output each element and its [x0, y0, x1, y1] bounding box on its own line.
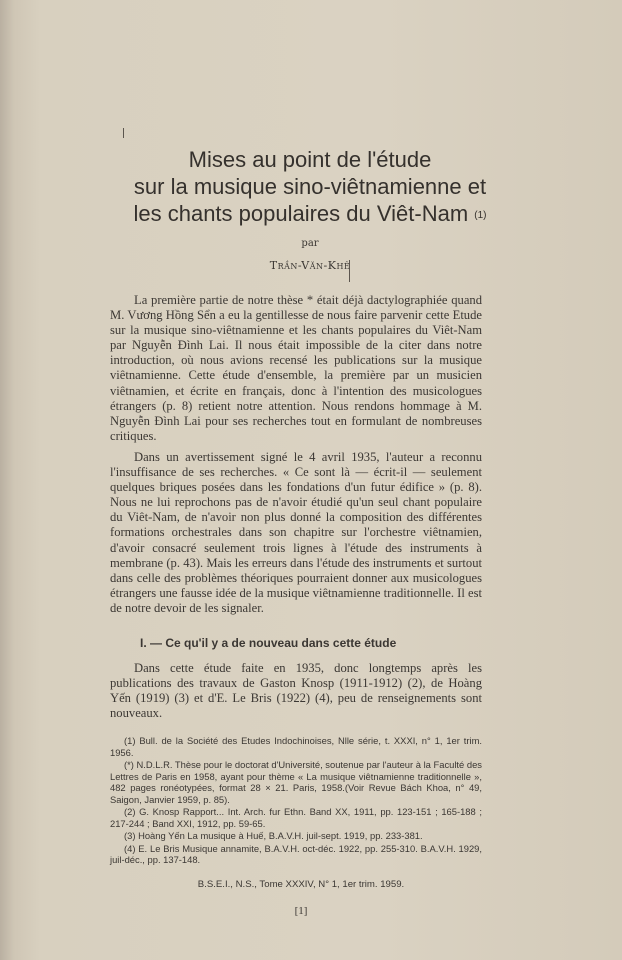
- section-text: [110, 661, 482, 725]
- paragraph: La première partie de notre thèse * était déjà dactylographiée quand M. Vương Hồng Sển a eu la gentillesse de nous faire parvenir cette Etude sur la musique sino-viêtnamienne et les chants populaires du Viêt-Nam par Nguyễn Đình Lai. Il nous était impossible de la citer dans notre introduction, où nous avions recensé les publications sur la musique viêtnamienne. Cette étude d'ensemble, la première par un musicien viêtnamien, et écrite en français, donc à l'intention des musicologues étrangers (p. 8) retient notre attention. Nous rendons hommage à M. Nguyễn Đình Lai pour ses recherches tout en formulant de nombreuses critiques.: [110, 293, 482, 443]
- title-line: Mises au point de l'étude: [188, 147, 432, 172]
- paragraph: Dans un avertissement signé le 4 avril 1935, l'auteur a reconnu l'insuffisance de ses recherches. « Ce sont là — écrit-il — seulement quelques briques posées dans les fondations d'un futur édifice » (p. 8). Nous ne lui reprochons pas de n'avoir étudié qu'un seul chant populaire du Viêt-Nam, de n'avoir non plus donné la composition des différentes formations orchestrales dans son chapitre sur l'orchestre viêtnamien, d'avoir consacré seulement trois lignes à l'étude des instruments à membrane (p. 43). Mais les erreurs dans l'étude des instruments et surtout dans celle des problèmes théoriques pourraient donner aux musicologues étrangers une fausse idée de la musique viêtnamienne traditionnelle. Il est de notre devoir de les signaler.: [110, 449, 482, 615]
- intro-text: [110, 293, 482, 620]
- title-line: [100, 200, 520, 227]
- footnote-ref: (1): [474, 210, 487, 221]
- footnote: (1) Bull. de la Société des Etudes Indochinoises, Nlle série, t. XXXI, n° 1, 1er trim. 1956.: [110, 735, 482, 758]
- footnotes: [110, 735, 482, 867]
- page-number: [1]: [294, 904, 308, 917]
- footnote: (2) G. Knosp Rapport... Int. Arch. fur Ethn. Band XX, 1911, pp. 123-151 ; 165-188 ; 217-244 ; Band XXI, 1912, pp. 59-65.: [110, 806, 482, 829]
- page-content: [100, 146, 502, 918]
- title-line: sur la musique sino-viêtnamienne et: [133, 174, 487, 199]
- footnote: (4) E. Le Bris Musique annamite, B.A.V.H. oct-déc. 1922, pp. 255-310. B.A.V.H. 1929, juil-déc., pp. 137-148.: [110, 842, 482, 866]
- author: Trần-Văn-Khê: [269, 259, 351, 272]
- footnote: (*) N.D.L.R. Thèse pour le doctorat d'Université, soutenue par l'auteur à la Faculté des Lettres de Paris en 1958, ayant pour thème « La musique viêtnamienne traditionnelle », 482 pages ronéotypées, format 28 × 21. Paris, 1958.(Voir Revue Bách Khoa, n° 49, Saigon, Janvier 1959, p. 85).: [110, 759, 482, 805]
- article-title: [100, 146, 520, 227]
- paragraph: Dans cette étude faite en 1935, donc longtemps après les publications des travaux de Gaston Knosp (1911-1912) (2), de Hoàng Yến (1919) (3) et d'E. Le Bris (1922) (4), peu de renseignements sont nouveaux.: [110, 660, 482, 721]
- title-text: les chants populaires du Viêt-Nam: [133, 201, 469, 226]
- section-heading: I. — Ce qu'il y a de nouveau dans cette étude: [140, 635, 397, 650]
- journal-citation: B.S.E.I., N.S., Tome XXXIV, N° 1, 1er trim. 1959.: [197, 878, 405, 890]
- footnote: (3) Hoàng Yến La musique à Huế, B.A.V.H. juil-sept. 1919, pp. 233-381.: [124, 830, 423, 842]
- byline-par: par: [301, 238, 319, 249]
- pencil-mark: [123, 128, 124, 138]
